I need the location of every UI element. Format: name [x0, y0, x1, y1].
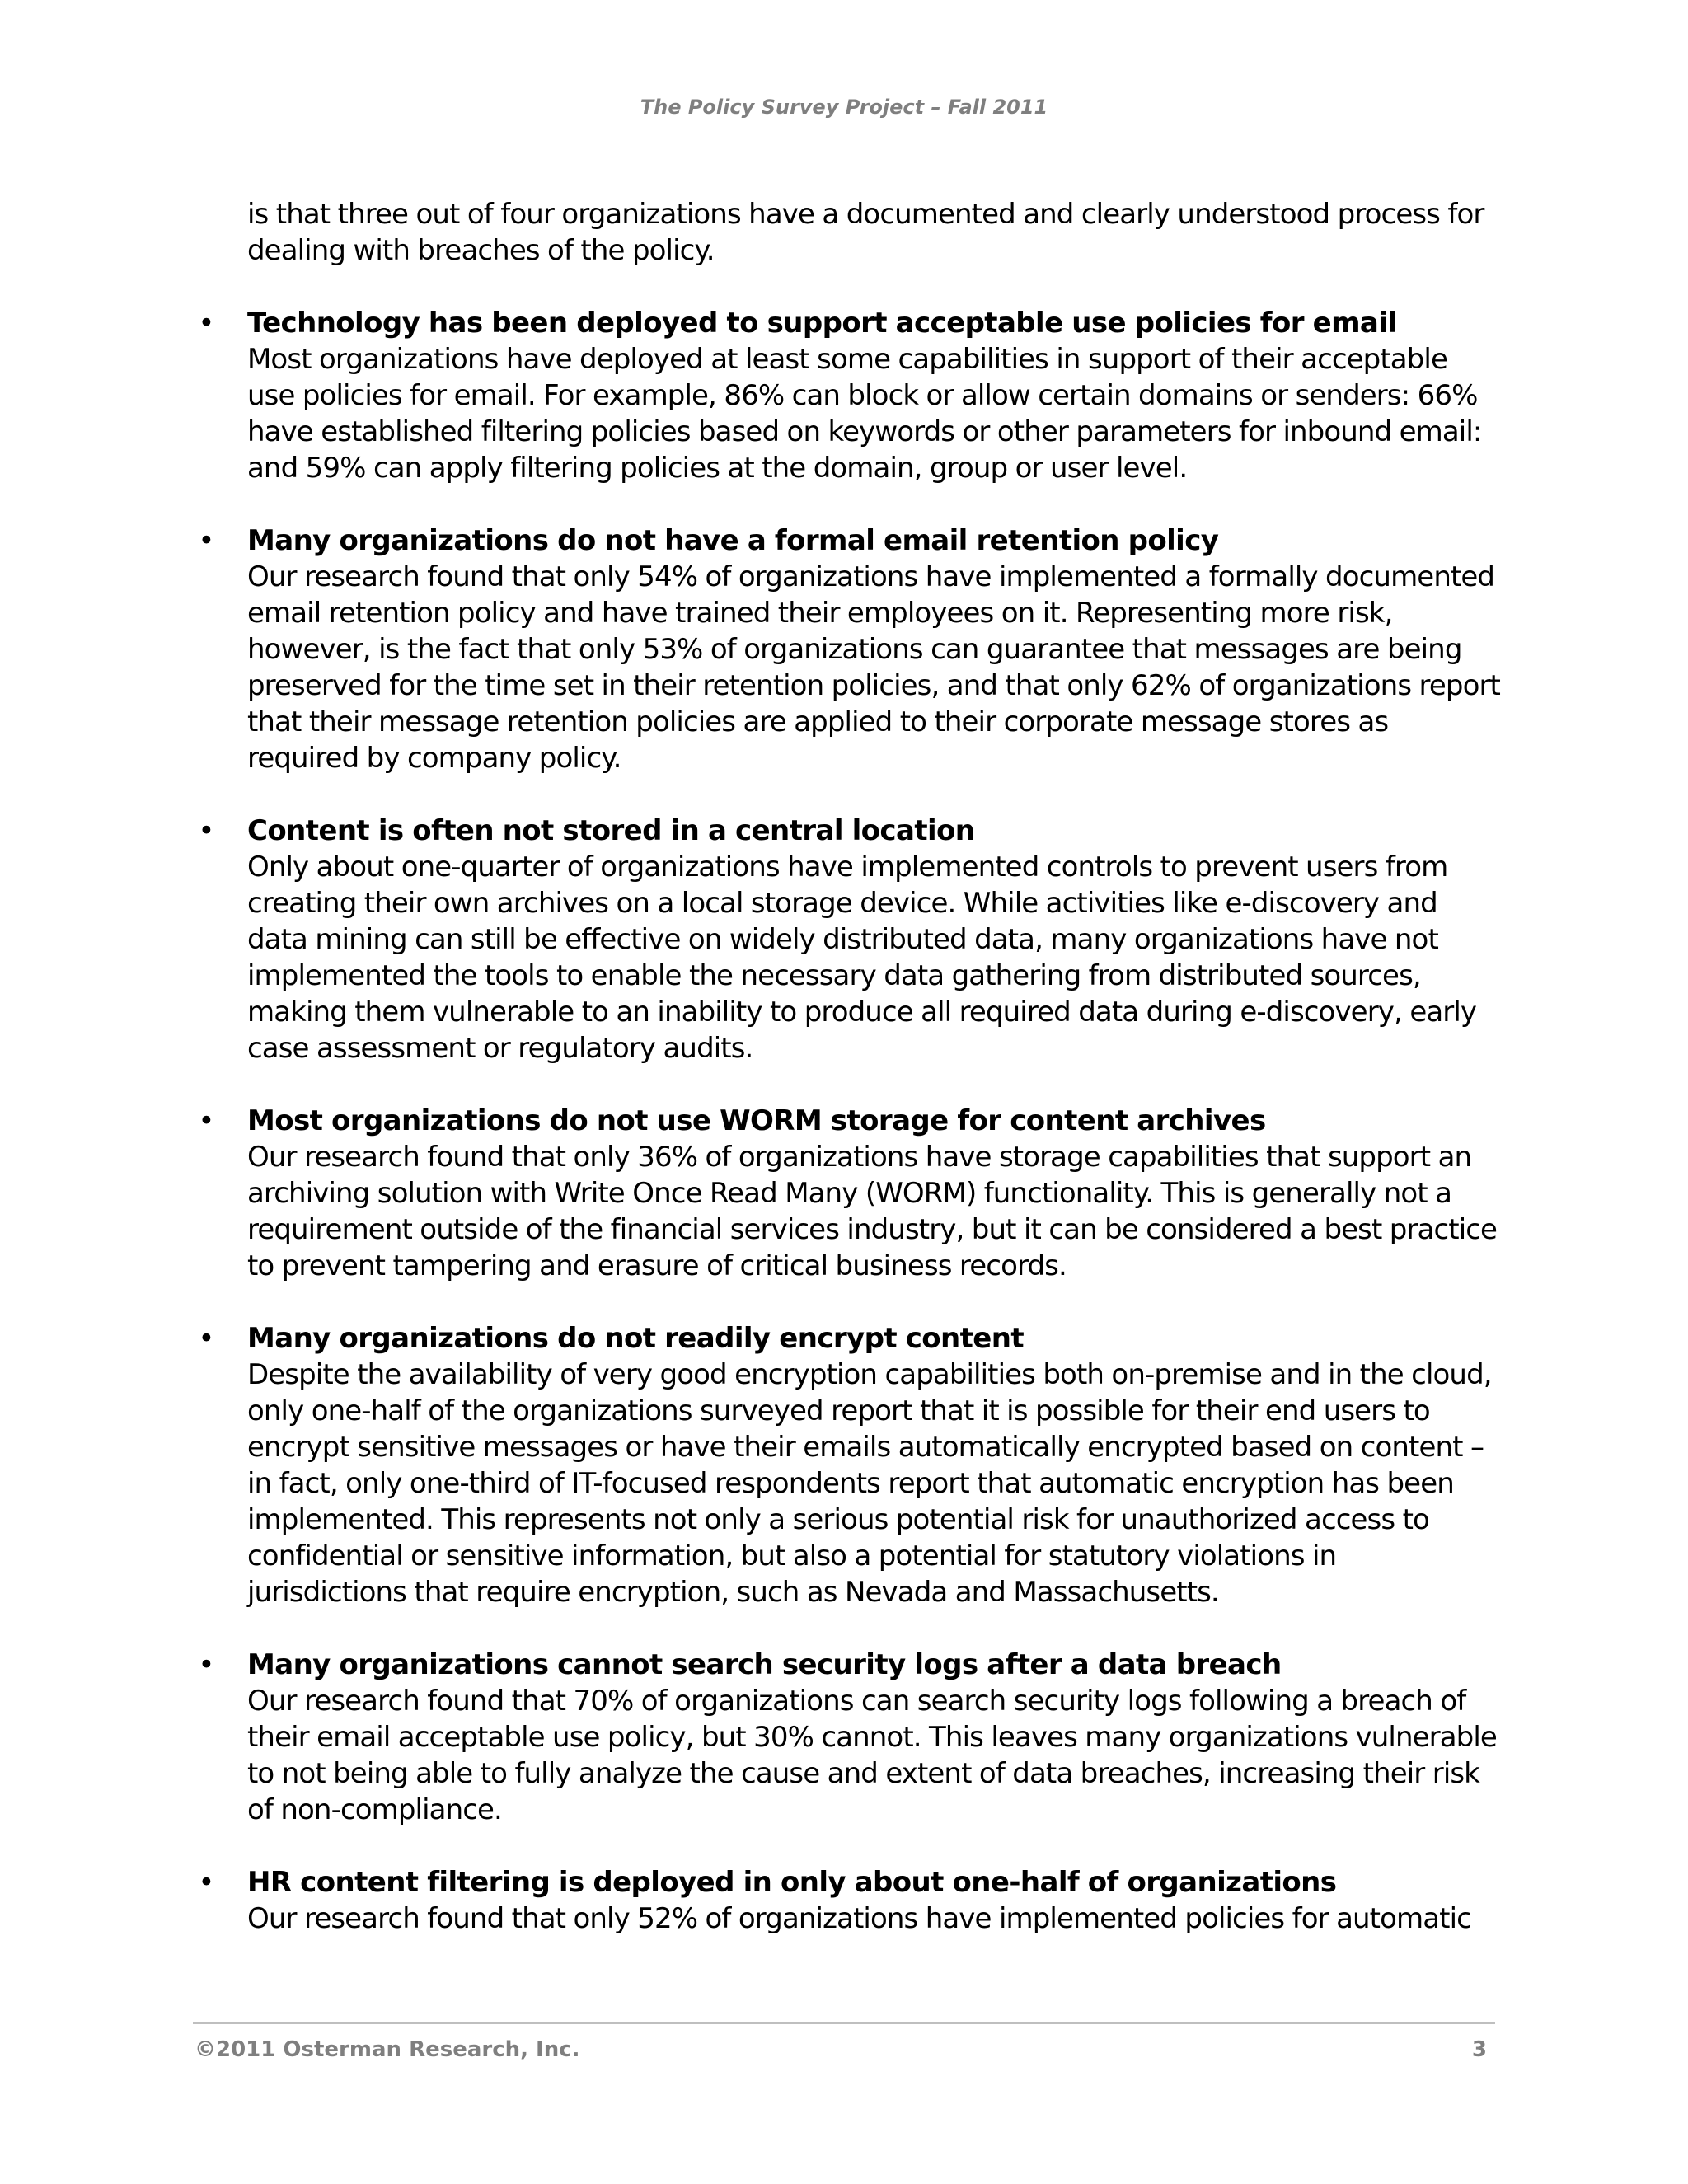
finding-item	[198, 305, 1500, 486]
bullet-icon: •	[198, 1866, 214, 1899]
finding-title: Many organizations do not have a formal email retention policy	[247, 524, 1219, 557]
continuation-paragraph: is that three out of four organizations have a documented and clearly understood process for dealing with breaches of the policy.	[247, 198, 1484, 267]
bullet-icon: •	[198, 1322, 214, 1355]
finding-item	[198, 1320, 1500, 1610]
finding-title: Content is often not stored in a central location	[247, 814, 975, 847]
finding-item	[198, 1647, 1500, 1828]
footer-copyright: ©2011 Osterman Research, Inc.	[195, 2037, 580, 2062]
findings-list	[198, 305, 1500, 1937]
finding-body: Only about one-quarter of organizations have implemented controls to prevent users from creating their own archives on a local storage device. While activities like e-discovery and data mining can still be effective on widely distributed data, many organizations have not implemented the tools to enable the necessary data gathering from distributed sources, making them vulnerable to an inability to produce all required data during e-discovery, early case assessment or regulatory audits.	[247, 851, 1477, 1065]
finding-item	[198, 1103, 1500, 1284]
finding-title: Many organizations do not readily encrypt content	[247, 1322, 1024, 1355]
finding-body: Our research found that only 36% of organizations have storage capabilities that support an archiving solution with Write Once Read Many (WORM) functionality. This is generally not a requirement outside of the financial services industry, but it can be considered a best practice to prevent tampering and erasure of critical business records.	[247, 1141, 1498, 1282]
bullet-icon: •	[198, 524, 214, 557]
bullet-icon: •	[198, 1648, 214, 1681]
bullet-icon: •	[198, 1104, 214, 1137]
finding-item	[198, 1864, 1500, 1937]
finding-body: Despite the availability of very good encryption capabilities both on-premise and in the cloud, only one-half of the organizations surveyed report that it is possible for their end users to encrypt sensitive messages or have their emails automatically encrypted based on content – in fact, only one-third of IT-focused respondents report that automatic encryption has been implemented. This represents not only a serious potential risk for unauthorized access to confidential or sensitive information, but also a potential for statutory violations in jurisdictions that require encryption, such as Nevada and Massachusetts.	[247, 1358, 1492, 1609]
finding-body: Our research found that 70% of organizations can search security logs following a breach of their email acceptable use policy, but 30% cannot. This leaves many organizations vulnerable to not being able to fully analyze the cause and extent of data breaches, increasing their risk of non-compliance.	[247, 1685, 1497, 1826]
finding-title: Most organizations do not use WORM storage for content archives	[247, 1104, 1266, 1137]
finding-body: Our research found that only 52% of organizations have implemented policies for automatic	[247, 1902, 1471, 1935]
finding-item	[198, 523, 1500, 776]
finding-body: Our research found that only 54% of organizations have implemented a formally documented email retention policy and have trained their employees on it. Representing more risk, however, is the fact that only 53% of organizations can guarantee that messages are being preserved for the time set in their retention policies, and that only 62% of organizations report that their message retention policies are applied to their corporate message stores as required by company policy.	[247, 560, 1500, 775]
finding-title: HR content filtering is deployed in only about one-half of organizations	[247, 1866, 1337, 1899]
footer-divider	[193, 2022, 1495, 2024]
running-header: The Policy Survey Project – Fall 2011	[640, 96, 1048, 119]
finding-title: Many organizations cannot search security logs after a data breach	[247, 1648, 1282, 1681]
page-content	[198, 196, 1500, 1973]
finding-title: Technology has been deployed to support acceptable use policies for email	[247, 307, 1397, 340]
finding-item	[198, 813, 1500, 1066]
page-number: 3	[1471, 2037, 1487, 2062]
finding-body: Most organizations have deployed at least some capabilities in support of their acceptable use policies for email. For example, 86% can block or allow certain domains or senders: 66% have established filtering policies based on keywords or other parameters for inbound email: and 59% can apply filtering policies at the domain, group or user level.	[247, 343, 1482, 485]
bullet-icon: •	[198, 307, 214, 340]
bullet-icon: •	[198, 814, 214, 847]
